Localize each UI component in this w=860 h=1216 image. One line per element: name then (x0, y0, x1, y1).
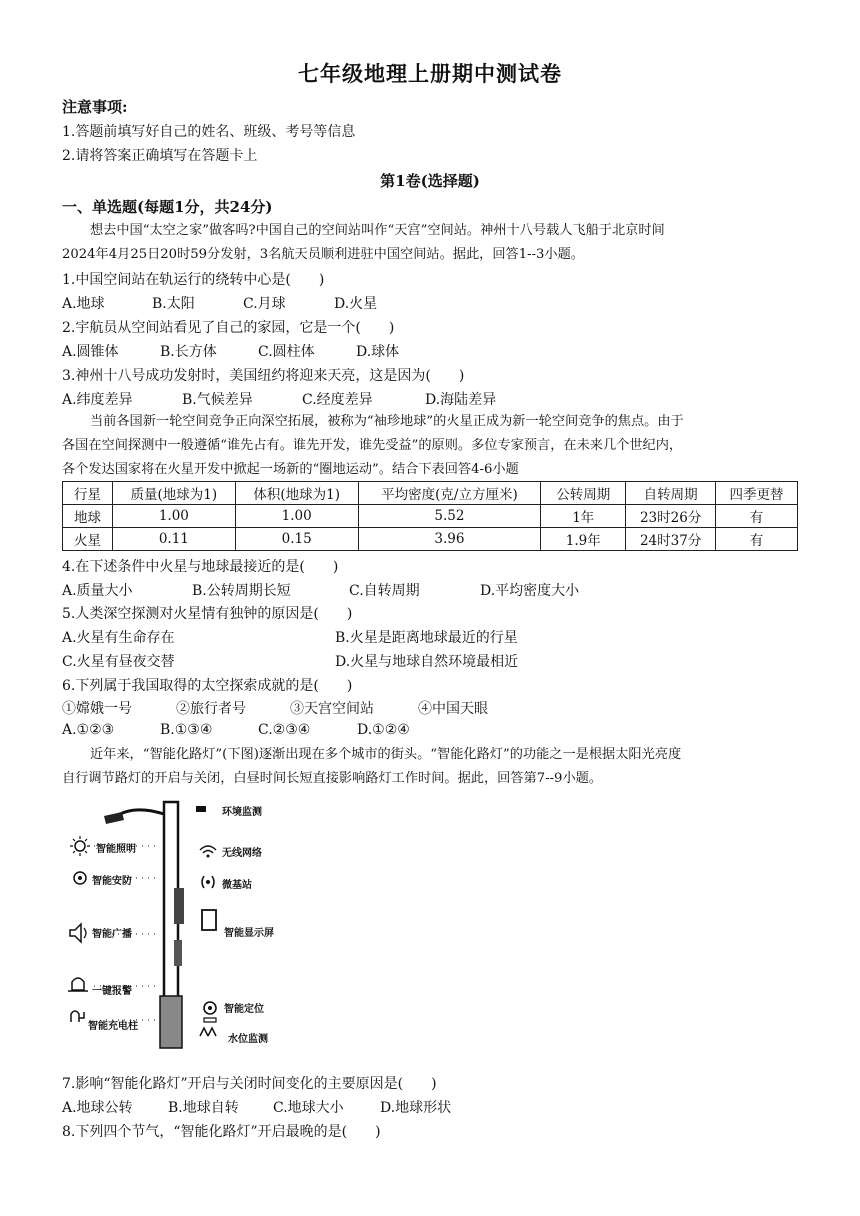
question-stem: 2.宇航员从空间站看见了自己的家园，它是一个( ) (62, 320, 395, 336)
table-cell: 有 (716, 505, 798, 528)
option[interactable]: D.地球形状 (380, 1100, 452, 1116)
option[interactable]: D.火星与地球自然环境最相近 (335, 654, 519, 670)
option[interactable]: B.①③④ (160, 722, 213, 738)
passage-line: 2024年4月25日20时59分发射，3名航天员顺利进驻中国空间站。据此，回答1--3小题。 (62, 247, 584, 262)
question-stem: 6.下列属于我国取得的太空探索成就的是( ) (62, 678, 353, 694)
water-level-icon (200, 1028, 216, 1036)
passage-line: 各国在空间探测中一般遵循“谁先占有。谁先开发，谁先受益”的原则。多位专家预言，在未来几个世纪内， (62, 438, 683, 453)
part-title: 第1卷(选择题) (380, 172, 480, 190)
display-icon (202, 910, 216, 930)
alarm-icon (68, 978, 88, 991)
option[interactable]: A.质量大小 (62, 583, 133, 599)
passage-line: 自行调节路灯的开启与关闭，白昼时间长短直接影响路灯工作时间。据此，回答第7--9小题。 (62, 771, 603, 786)
environment-sensor-icon (196, 806, 206, 812)
charger-icon (71, 1011, 84, 1022)
statement-item: ④中国天眼 (418, 701, 488, 717)
camera-icon (74, 872, 86, 884)
statement-item: ②旅行者号 (176, 701, 246, 717)
option[interactable]: C.地球大小 (273, 1100, 344, 1116)
table-header: 自转周期 (626, 482, 716, 505)
question-stem: 4.在下述条件中火星与地球最接近的是( ) (62, 559, 339, 575)
option[interactable]: A.纬度差异 (62, 392, 133, 408)
option[interactable]: D.平均密度大小 (480, 583, 580, 599)
option[interactable]: C.月球 (243, 296, 286, 312)
table-header: 体积(地球为1) (235, 482, 358, 505)
option[interactable]: D.①②④ (357, 722, 410, 738)
lamp-label-left: 智能充电柱 (88, 1021, 138, 1032)
option[interactable]: D.海陆差异 (425, 392, 497, 408)
lamp-label-left: 智能安防 (92, 876, 132, 887)
section-title: 一、单选题(每题1分，共24分) (62, 198, 273, 216)
notes-item: 2.请将答案正确填写在答题卡上 (62, 148, 258, 164)
passage-line: 想去中国“太空之家”做客吗?中国自己的空间站叫作“天宫”空间站。神州十八号载人飞船于北京时间 (90, 223, 665, 238)
page-title: 七年级地理上册期中测试卷 (298, 61, 562, 86)
option[interactable]: A.地球 (62, 296, 105, 312)
table-header: 平均密度(克/立方厘米) (358, 482, 541, 505)
option[interactable]: A.地球公转 (62, 1100, 133, 1116)
table-header: 公转周期 (541, 482, 626, 505)
statement-item: ①嫦娥一号 (62, 701, 132, 717)
notes-item: 1.答题前填写好自己的姓名、班级、考号等信息 (62, 124, 356, 140)
option[interactable]: B.气候差异 (182, 392, 253, 408)
option[interactable]: C.经度差异 (302, 392, 373, 408)
lamp-label-right: 水位监测 (228, 1034, 268, 1045)
table-cell: 0.11 (112, 528, 235, 551)
table-cell: 24时37分 (626, 528, 716, 551)
lamp-label-left: 一键报警 (92, 986, 132, 997)
question-stem: 7.影响“智能化路灯”开启与关闭时间变化的主要原因是( ) (62, 1076, 437, 1092)
table-row (63, 528, 798, 551)
table-cell: 0.15 (235, 528, 358, 551)
statement-item: ③天宫空间站 (290, 701, 374, 717)
option[interactable]: D.火星 (334, 296, 378, 312)
question-stem: 1.中国空间站在轨运行的绕转中心是( ) (62, 272, 325, 288)
lamp-label-right: 微基站 (222, 880, 252, 891)
planet-table (62, 481, 798, 551)
option[interactable]: B.火星是距离地球最近的行星 (335, 630, 518, 646)
location-pin-icon (204, 1002, 216, 1022)
option[interactable]: C.②③④ (258, 722, 311, 738)
table-cell: 1年 (541, 505, 626, 528)
base-station-icon (202, 876, 214, 888)
table-cell: 有 (716, 528, 798, 551)
table-header: 四季更替 (716, 482, 798, 505)
passage-line: 近年来，“智能化路灯”(下图)逐渐出现在多个城市的街头。“智能化路灯”的功能之一是根据太阳光亮度 (90, 747, 682, 762)
option[interactable]: B.太阳 (152, 296, 195, 312)
table-row (63, 505, 798, 528)
option[interactable]: C.圆柱体 (258, 344, 315, 360)
table-cell: 1.00 (235, 505, 358, 528)
option[interactable]: A.①②③ (62, 722, 115, 738)
table-header: 行星 (63, 482, 113, 505)
lamp-label-left: 智能广播 (92, 929, 132, 940)
table-cell: 23时26分 (626, 505, 716, 528)
lamp-label-right: 无线网络 (222, 848, 262, 859)
lamp-base (160, 996, 182, 1048)
speaker-icon (70, 924, 86, 942)
lamp-label-right: 智能定位 (224, 1004, 264, 1015)
table-cell: 1.9年 (541, 528, 626, 551)
sun-icon (70, 836, 90, 856)
table-cell: 1.00 (112, 505, 235, 528)
lamp-label-right: 环境监测 (222, 807, 262, 818)
question-stem: 3.神州十八号成功发射时，美国纽约将迎来天亮，这是因为( ) (62, 368, 465, 384)
question-stem: 8.下列四个节气，“智能化路灯”开启最晚的是( ) (62, 1124, 381, 1140)
question-stem: 5.人类深空探测对火星情有独钟的原因是( ) (62, 606, 353, 622)
table-cell: 5.52 (358, 505, 541, 528)
wifi-icon (200, 846, 216, 858)
table-cell: 3.96 (358, 528, 541, 551)
display-screen (174, 888, 184, 924)
option[interactable]: A.圆锥体 (62, 344, 119, 360)
broadcast-box (174, 940, 182, 966)
option[interactable]: A.火星有生命存在 (62, 630, 175, 646)
notes-heading: 注意事项: (62, 98, 128, 116)
table-header: 质量(地球为1) (112, 482, 235, 505)
lamp-label-right: 智能显示屏 (224, 928, 274, 939)
passage-line: 当前各国新一轮空间竞争正向深空拓展，被称为“袖珍地球”的火星正成为新一轮空间竞争的焦点。由于 (90, 414, 684, 429)
option[interactable]: D.球体 (356, 344, 400, 360)
passage-line: 各个发达国家将在火星开发中掀起一场新的“圈地运动”。结合下表回答4-6小题 (62, 462, 519, 477)
option[interactable]: B.公转周期长短 (192, 583, 291, 599)
table-header-row (63, 482, 798, 505)
option[interactable]: C.火星有昼夜交替 (62, 654, 175, 670)
lamp-label-left: 智能照明 (96, 844, 136, 855)
option[interactable]: B.地球自转 (168, 1100, 239, 1116)
table-cell: 地球 (63, 505, 113, 528)
option[interactable]: C.自转周期 (349, 583, 420, 599)
option[interactable]: B.长方体 (160, 344, 217, 360)
table-cell: 火星 (63, 528, 113, 551)
lamp-head (104, 812, 124, 824)
